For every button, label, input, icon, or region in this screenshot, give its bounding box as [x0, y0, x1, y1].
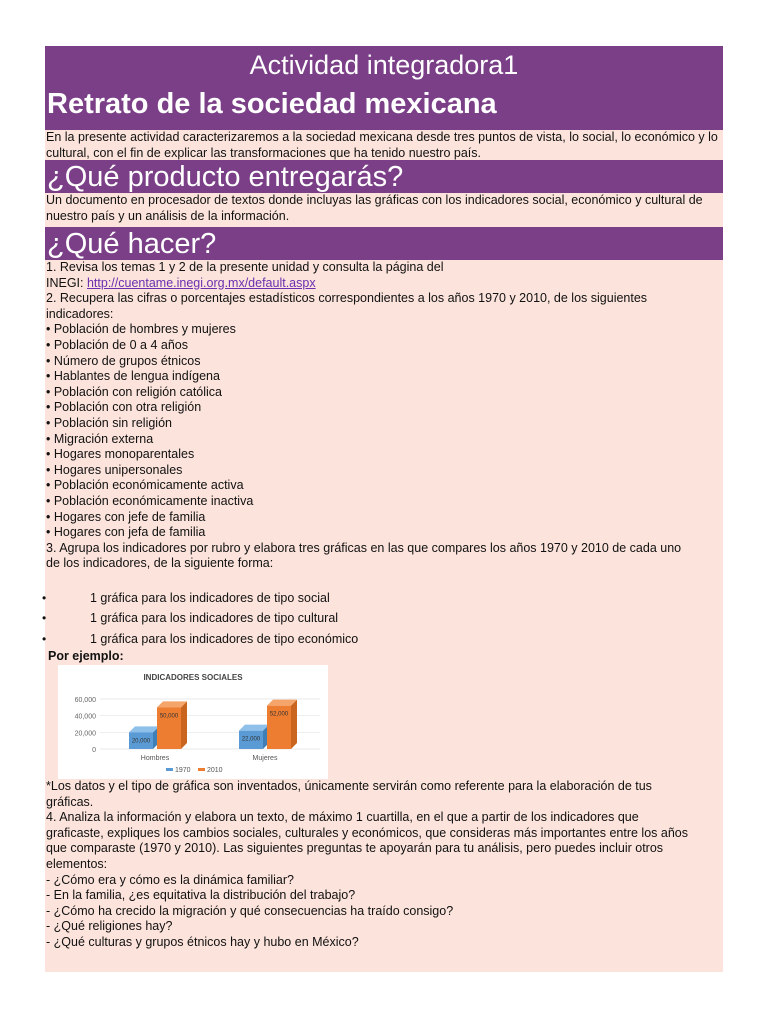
step1-line1: 1. Revisa los temas 1 y 2 de la presente unidad y consulta la página del — [46, 260, 444, 274]
note-line2: gráficas. — [46, 794, 94, 809]
legend-label: 1970 — [175, 766, 191, 774]
list-item: • Población económicamente inactiva — [46, 493, 254, 508]
step2-line2: indicadores: — [46, 306, 114, 321]
example-label: Por ejemplo: — [48, 649, 124, 664]
list-item: • Población sin religión — [46, 415, 172, 430]
list-item: • Población de 0 a 4 años — [46, 337, 188, 352]
bar-side — [291, 700, 297, 749]
y-tick-label: 40,000 — [74, 713, 96, 721]
y-tick-label: 20,000 — [74, 730, 96, 738]
indicator-list — [46, 322, 723, 540]
step4-line: que comparaste (1970 y 2010). Las siguientes preguntas te apoyarán para tu análisis, pero puedes incluir otros — [46, 841, 664, 856]
x-tick-label: Hombres — [140, 754, 170, 762]
list-item: • Población con religión católica — [46, 384, 223, 399]
intro-text: En la presente actividad caracterizaremos a la sociedad mexicana desde tres puntos de vista, lo social, lo económico y lo cultural, con el fin de explicar las transformaciones que ha tenido nuestro país. — [46, 130, 718, 160]
question-item: - ¿Cómo ha crecido la migración y qué consecuencias ha traído consigo? — [46, 903, 454, 918]
question-item: - En la familia, ¿es equitativa la distribución del trabajo? — [46, 888, 356, 903]
list-item: • Hogares con jefe de familia — [46, 509, 206, 524]
bullet-icon: • — [42, 611, 47, 626]
list-item: • Hogares con jefa de familia — [46, 525, 206, 540]
step4-line: elementos: — [46, 856, 108, 871]
list-item: • Hogares unipersonales — [46, 462, 183, 477]
legend-swatch — [166, 768, 173, 771]
graph-item-economic — [42, 629, 723, 650]
list-item: • Población con otra religión — [46, 400, 202, 415]
step3-line2: de los indicadores, de la siguiente forma: — [46, 556, 274, 571]
bar-side — [181, 701, 187, 749]
data-label: 52,000 — [269, 711, 289, 718]
list-item: • Hogares monoparentales — [46, 447, 195, 462]
example-chart — [58, 665, 328, 779]
data-label: 22,000 — [241, 736, 261, 743]
list-item: • Población económicamente activa — [46, 478, 244, 493]
x-tick-label: Mujeres — [252, 754, 278, 762]
graph-item-text: 1 gráfica para los indicadores de tipo económico — [90, 631, 359, 646]
y-tick-label: 60,000 — [74, 696, 96, 704]
list-item: • Población de hombres y mujeres — [46, 322, 236, 337]
question-item: - ¿Cómo era y cómo es la dinámica familiar? — [46, 872, 294, 887]
page-subtitle: Retrato de la sociedad mexicana — [47, 88, 497, 120]
page-title: Actividad integradora1 — [249, 50, 519, 80]
todo-block — [42, 260, 723, 972]
graph-item-cultural — [42, 608, 723, 629]
step3-line1: 3. Agrupa los indicadores por rubro y elabora tres gráficas en las que compares los años 1970 y 2010 de cada uno — [46, 540, 682, 555]
step1-prefix: INEGI: — [46, 275, 87, 290]
question-item: - ¿Qué culturas y grupos étnicos hay y hubo en México? — [46, 934, 359, 949]
graph-item-social — [42, 588, 723, 609]
product-block — [45, 193, 723, 227]
step4-line: graficaste, expliques los cambios sociales, culturales y económicos, que consideras más importantes entre los años — [46, 825, 688, 840]
chart-title: INDICADORES SOCIALES — [143, 672, 243, 682]
chart-svg — [58, 665, 328, 779]
graph-item-text: 1 gráfica para los indicadores de tipo social — [90, 590, 330, 605]
legend-label: 2010 — [207, 766, 223, 774]
legend-swatch — [198, 768, 205, 771]
step1-line2 — [46, 276, 723, 292]
step2-line1: 2. Recupera las cifras o porcentajes estadísticos correspondientes a los años 1970 y 2010, de los siguientes — [46, 291, 648, 306]
graph-item-text: 1 gráfica para los indicadores de tipo cultural — [90, 611, 339, 626]
intro-block — [45, 130, 723, 160]
todo-heading: ¿Qué hacer? — [45, 227, 723, 260]
title-band — [45, 46, 723, 130]
product-text: Un documento en procesador de textos donde incluyas las gráficas con los indicadores social, económico y cultural de nuestro país y un análisis de la información. — [46, 193, 703, 223]
list-item: • Hablantes de lengua indígena — [46, 369, 220, 384]
list-item: • Migración externa — [46, 431, 154, 446]
product-heading: ¿Qué producto entregarás? — [45, 160, 723, 193]
list-item: • Número de grupos étnicos — [46, 353, 201, 368]
step4-line: 4. Analiza la información y elabora un texto, de máximo 1 cuartilla, en el que a partir de los indicadores que — [46, 810, 639, 825]
bullet-icon: • — [42, 590, 47, 605]
question-item: - ¿Qué religiones hay? — [46, 919, 173, 934]
inegi-link[interactable]: http://cuentame.inegi.org.mx/default.aspx — [86, 275, 316, 290]
data-label: 20,000 — [131, 738, 151, 745]
y-tick-label: 0 — [92, 746, 96, 754]
document-page — [42, 46, 723, 972]
bullet-icon: • — [42, 631, 47, 646]
data-label: 50,000 — [159, 713, 179, 720]
note-line1: *Los datos y el tipo de gráfica son inventados, únicamente servirán como referente para la elaboración de tus — [46, 778, 652, 793]
